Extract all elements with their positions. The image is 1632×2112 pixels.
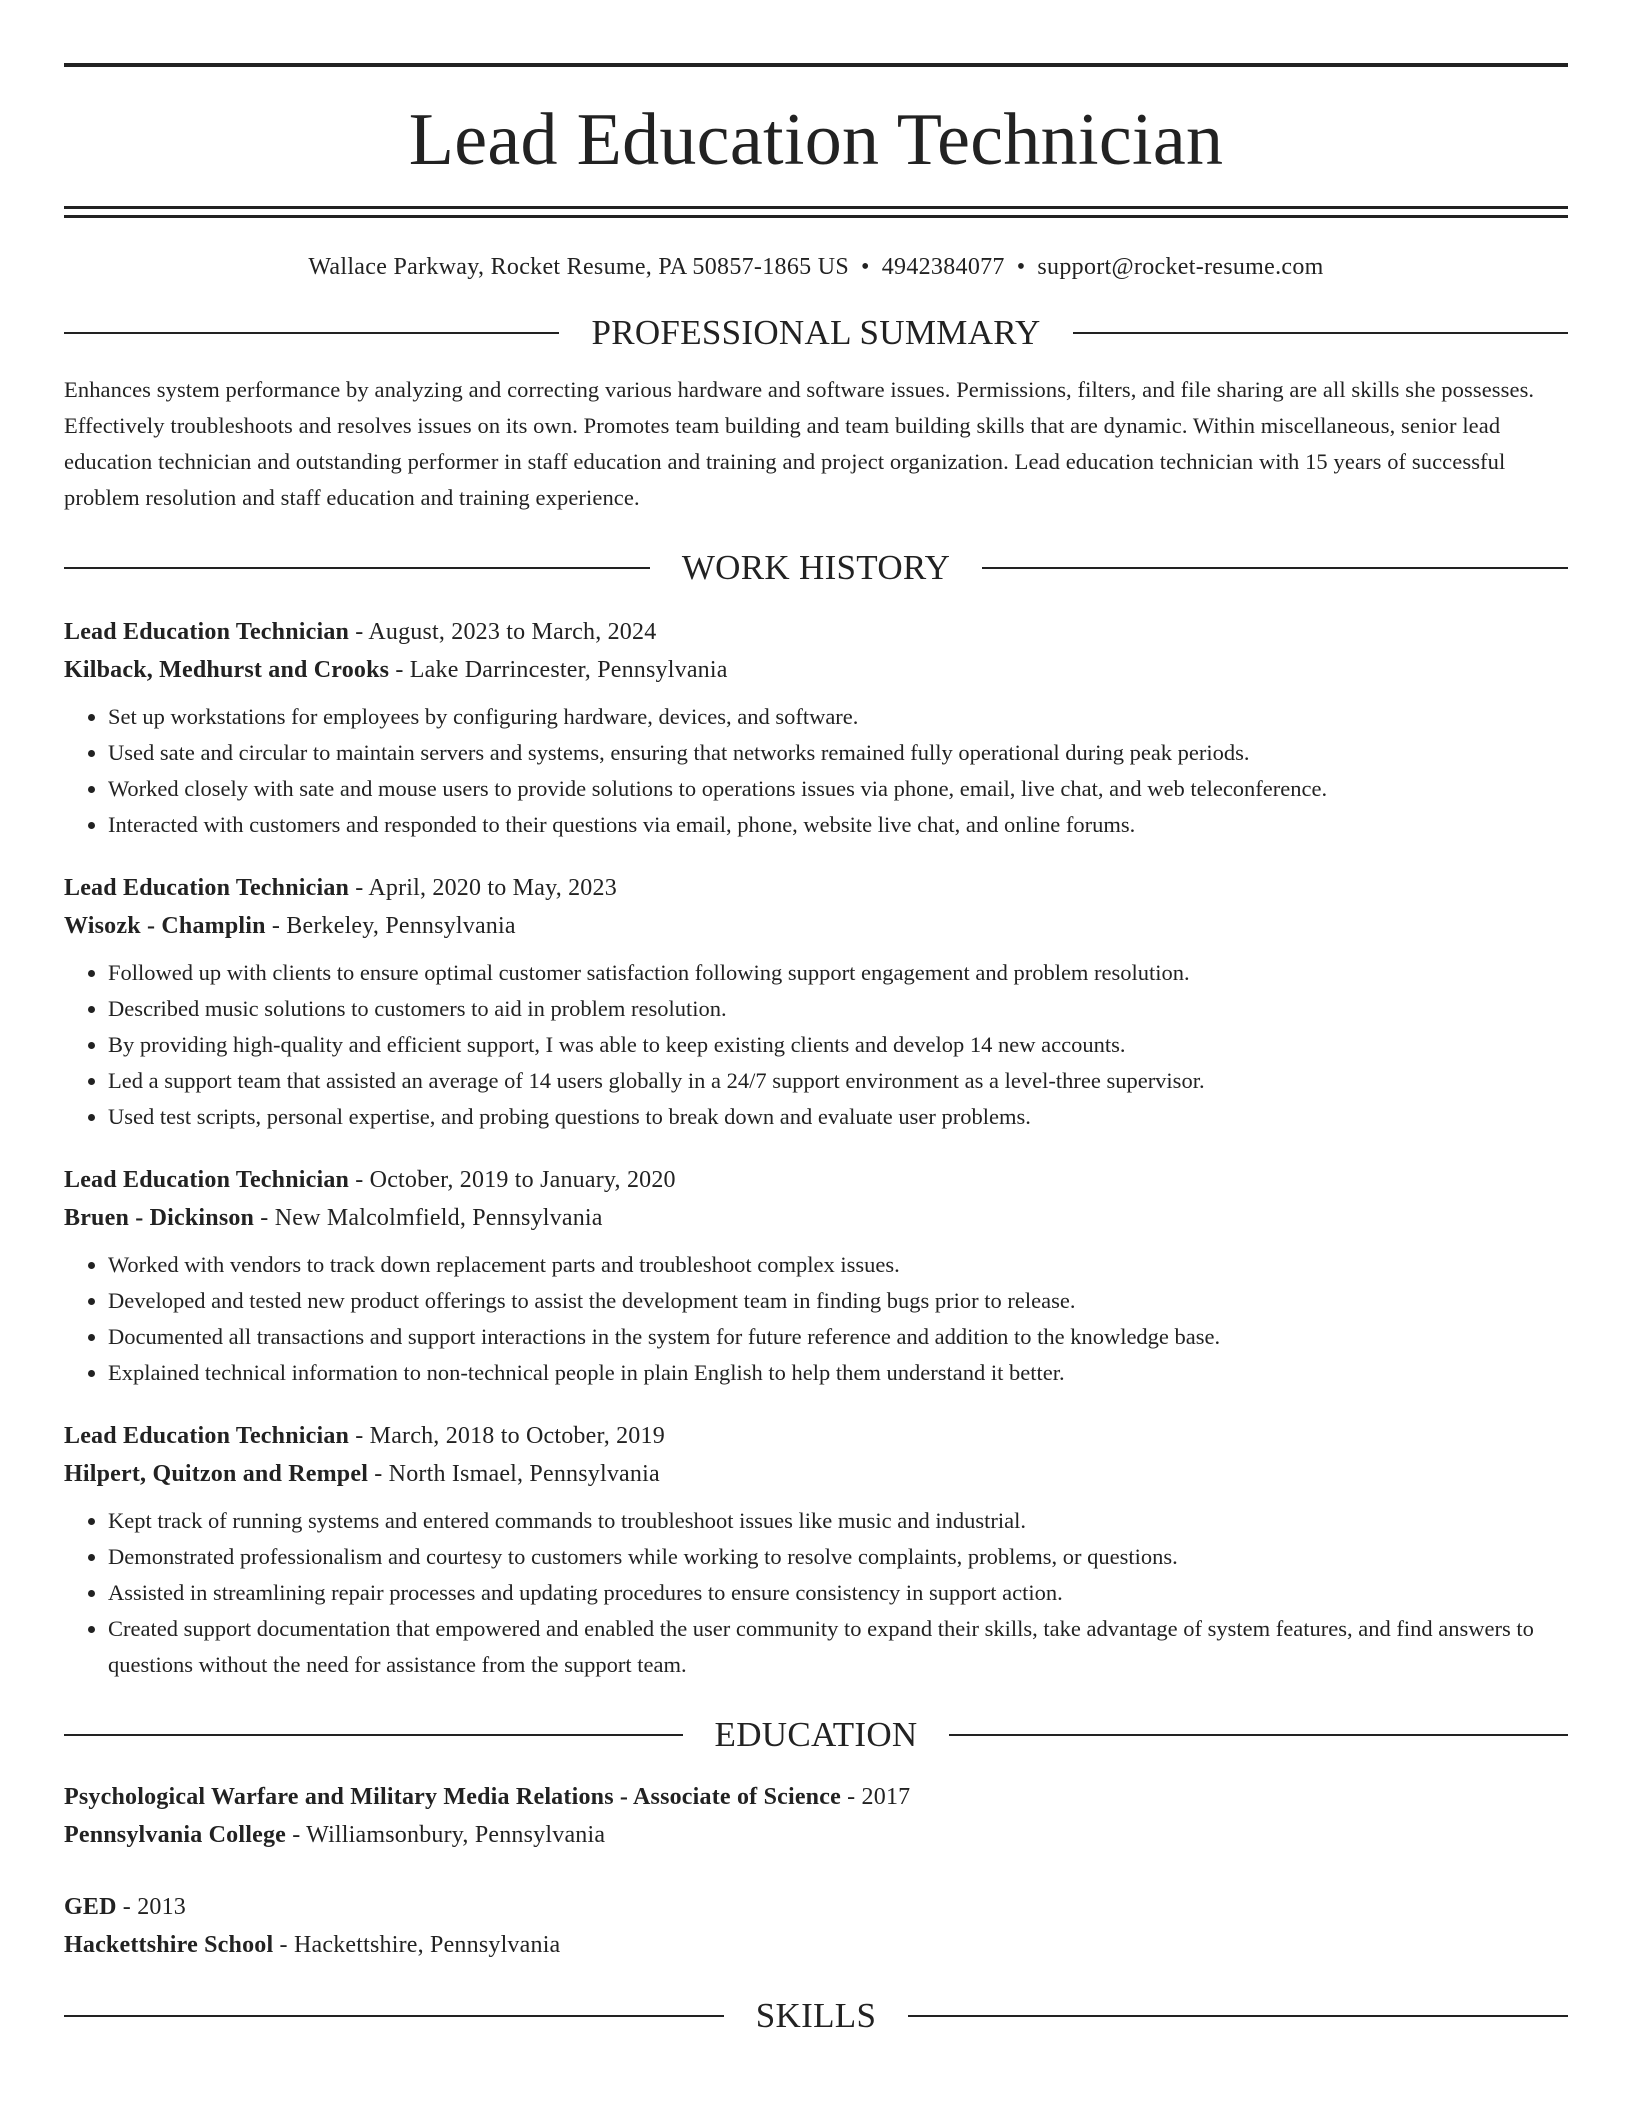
job-location: - Berkeley, Pennsylvania <box>265 913 516 939</box>
job-bullet: • Documented all transactions and support interactions in the system for future reference and addition to the knowledge base. <box>108 1319 1568 1355</box>
section-heading-skills <box>64 1998 1568 2033</box>
job-bullet: • Worked with vendors to track down replacement parts and troubleshoot complex issues. <box>108 1247 1568 1283</box>
education-location: - Hackettshire, Pennsylvania <box>273 1932 561 1958</box>
job-dates: - March, 2018 to October, 2019 <box>349 1423 665 1449</box>
job-bullet: • Used test scripts, personal expertise, and probing questions to break down and evaluate user problems. <box>108 1099 1568 1135</box>
education-degree-line <box>64 1888 1568 1926</box>
job-dates: - August, 2023 to March, 2024 <box>349 619 657 645</box>
job-bullet: • Described music solutions to customers to aid in problem resolution. <box>108 991 1568 1027</box>
section-heading-summary <box>64 315 1568 350</box>
job-company: Hilpert, Quitzon and Rempel <box>64 1461 369 1487</box>
heading-rule <box>908 2015 1568 2017</box>
title-double-rule <box>64 206 1568 218</box>
work-history-list <box>64 613 1568 1683</box>
job-bullet: • Explained technical information to non-technical people in plain English to help them understand it better. <box>108 1355 1568 1391</box>
education-entry <box>64 1888 1568 1964</box>
job-bullet: • Created support documentation that empowered and enabled the user community to expand their skills, take advantage of system features, and find answers to questions without the need for assistance from the support team. <box>108 1611 1568 1683</box>
job-bullets <box>64 1503 1568 1683</box>
education-year: - 2017 <box>840 1784 911 1810</box>
job-company-line <box>64 1455 1568 1493</box>
job-dates: - October, 2019 to January, 2020 <box>349 1167 676 1193</box>
job-entry <box>64 613 1568 843</box>
contact-separator: • <box>861 254 870 280</box>
job-bullet: • By providing high-quality and efficient support, I was able to keep existing clients and develop 14 new accounts. <box>108 1027 1568 1063</box>
job-bullet: • Developed and tested new product offerings to assist the development team in finding bugs prior to release. <box>108 1283 1568 1319</box>
page-title: Lead Education Technician <box>408 99 1224 181</box>
education-school-line <box>64 1816 1568 1854</box>
section-title: WORK HISTORY <box>681 548 951 587</box>
education-list <box>64 1778 1568 1964</box>
education-degree: GED <box>64 1894 117 1920</box>
job-bullet: • Kept track of running systems and entered commands to troubleshoot issues like music and industrial. <box>108 1503 1568 1539</box>
section-title: EDUCATION <box>714 1715 918 1754</box>
job-bullet: • Set up workstations for employees by configuring hardware, devices, and software. <box>108 699 1568 735</box>
heading-rule <box>64 332 559 334</box>
job-bullet: • Used sate and circular to maintain servers and systems, ensuring that networks remained fully operational during peak periods. <box>108 735 1568 771</box>
education-school: Pennsylvania College <box>64 1822 287 1848</box>
job-title-line <box>64 613 1568 651</box>
job-dates: - April, 2020 to May, 2023 <box>349 875 617 901</box>
education-school: Hackettshire School <box>64 1932 274 1958</box>
education-degree: Psychological Warfare and Military Media Relations - Associate of Science <box>64 1784 841 1810</box>
resume-page <box>64 0 1568 2033</box>
heading-rule <box>64 567 650 569</box>
job-title-line <box>64 1417 1568 1455</box>
contact-email: support@rocket-resume.com <box>1037 254 1324 280</box>
heading-rule <box>64 2015 724 2017</box>
section-heading-education <box>64 1717 1568 1752</box>
job-bullet: • Interacted with customers and responded to their questions via email, phone, website live chat, and online forums. <box>108 807 1568 843</box>
education-school-line <box>64 1926 1568 1964</box>
job-company-line <box>64 651 1568 689</box>
job-location: - North Ismael, Pennsylvania <box>368 1461 660 1487</box>
section-title: SKILLS <box>755 1996 877 2035</box>
job-location: - Lake Darrincester, Pennsylvania <box>389 657 728 683</box>
job-bullet: • Followed up with clients to ensure optimal customer satisfaction following support engagement and problem resolution. <box>108 955 1568 991</box>
heading-rule <box>1073 332 1568 334</box>
job-location: - New Malcolmfield, Pennsylvania <box>254 1205 603 1231</box>
heading-rule <box>949 1734 1568 1736</box>
section-heading-work <box>64 550 1568 585</box>
job-title: Lead Education Technician <box>64 1423 350 1449</box>
job-title-line <box>64 869 1568 907</box>
job-bullet: • Demonstrated professionalism and courtesy to customers while working to resolve complaints, problems, or questions. <box>108 1539 1568 1575</box>
contact-separator: • <box>1016 254 1026 280</box>
summary-text: Enhances system performance by analyzing and correcting various hardware and software issues. Permissions, filters, and file sharing are all skills she possesses. Effectively troubleshoots and resolves issues on its own. Promotes team building and team building skills that are dynamic. Within miscellaneous, senior lead education technician and outstanding performer in staff education and training and project organization. Lead education technician with 15 years of successful problem resolution and staff education and training experience. <box>64 377 1535 510</box>
education-location: - Williamsonbury, Pennsylvania <box>286 1822 606 1848</box>
contact-address: Wallace Parkway, Rocket Resume, PA 50857-1865 US <box>308 254 850 280</box>
job-company-line <box>64 1199 1568 1237</box>
section-title: PROFESSIONAL SUMMARY <box>591 313 1041 352</box>
education-year: - 2013 <box>116 1894 187 1920</box>
job-bullet: • Led a support team that assisted an average of 14 users globally in a 24/7 support environment as a level-three supervisor. <box>108 1063 1568 1099</box>
job-title: Lead Education Technician <box>64 619 350 645</box>
job-bullets <box>64 955 1568 1135</box>
job-company-line <box>64 907 1568 945</box>
education-entry <box>64 1778 1568 1854</box>
job-title-line <box>64 1161 1568 1199</box>
heading-rule <box>64 1734 683 1736</box>
job-entry <box>64 1417 1568 1683</box>
contact-phone: 4942384077 <box>881 254 1005 280</box>
job-company: Wisozk - Champlin <box>64 913 266 939</box>
education-degree-line <box>64 1778 1568 1816</box>
job-company: Kilback, Medhurst and Crooks <box>64 657 390 683</box>
job-bullets <box>64 699 1568 843</box>
job-bullets <box>64 1247 1568 1391</box>
job-title: Lead Education Technician <box>64 875 350 901</box>
job-bullet: • Assisted in streamlining repair processes and updating procedures to ensure consistency in support action. <box>108 1575 1568 1611</box>
heading-rule <box>982 567 1568 569</box>
job-entry <box>64 869 1568 1135</box>
job-title: Lead Education Technician <box>64 1167 350 1193</box>
job-bullet: • Worked closely with sate and mouse users to provide solutions to operations issues via phone, email, live chat, and web teleconference. <box>108 771 1568 807</box>
job-company: Bruen - Dickinson <box>64 1205 255 1231</box>
job-entry <box>64 1161 1568 1391</box>
contact-line <box>64 254 1568 281</box>
